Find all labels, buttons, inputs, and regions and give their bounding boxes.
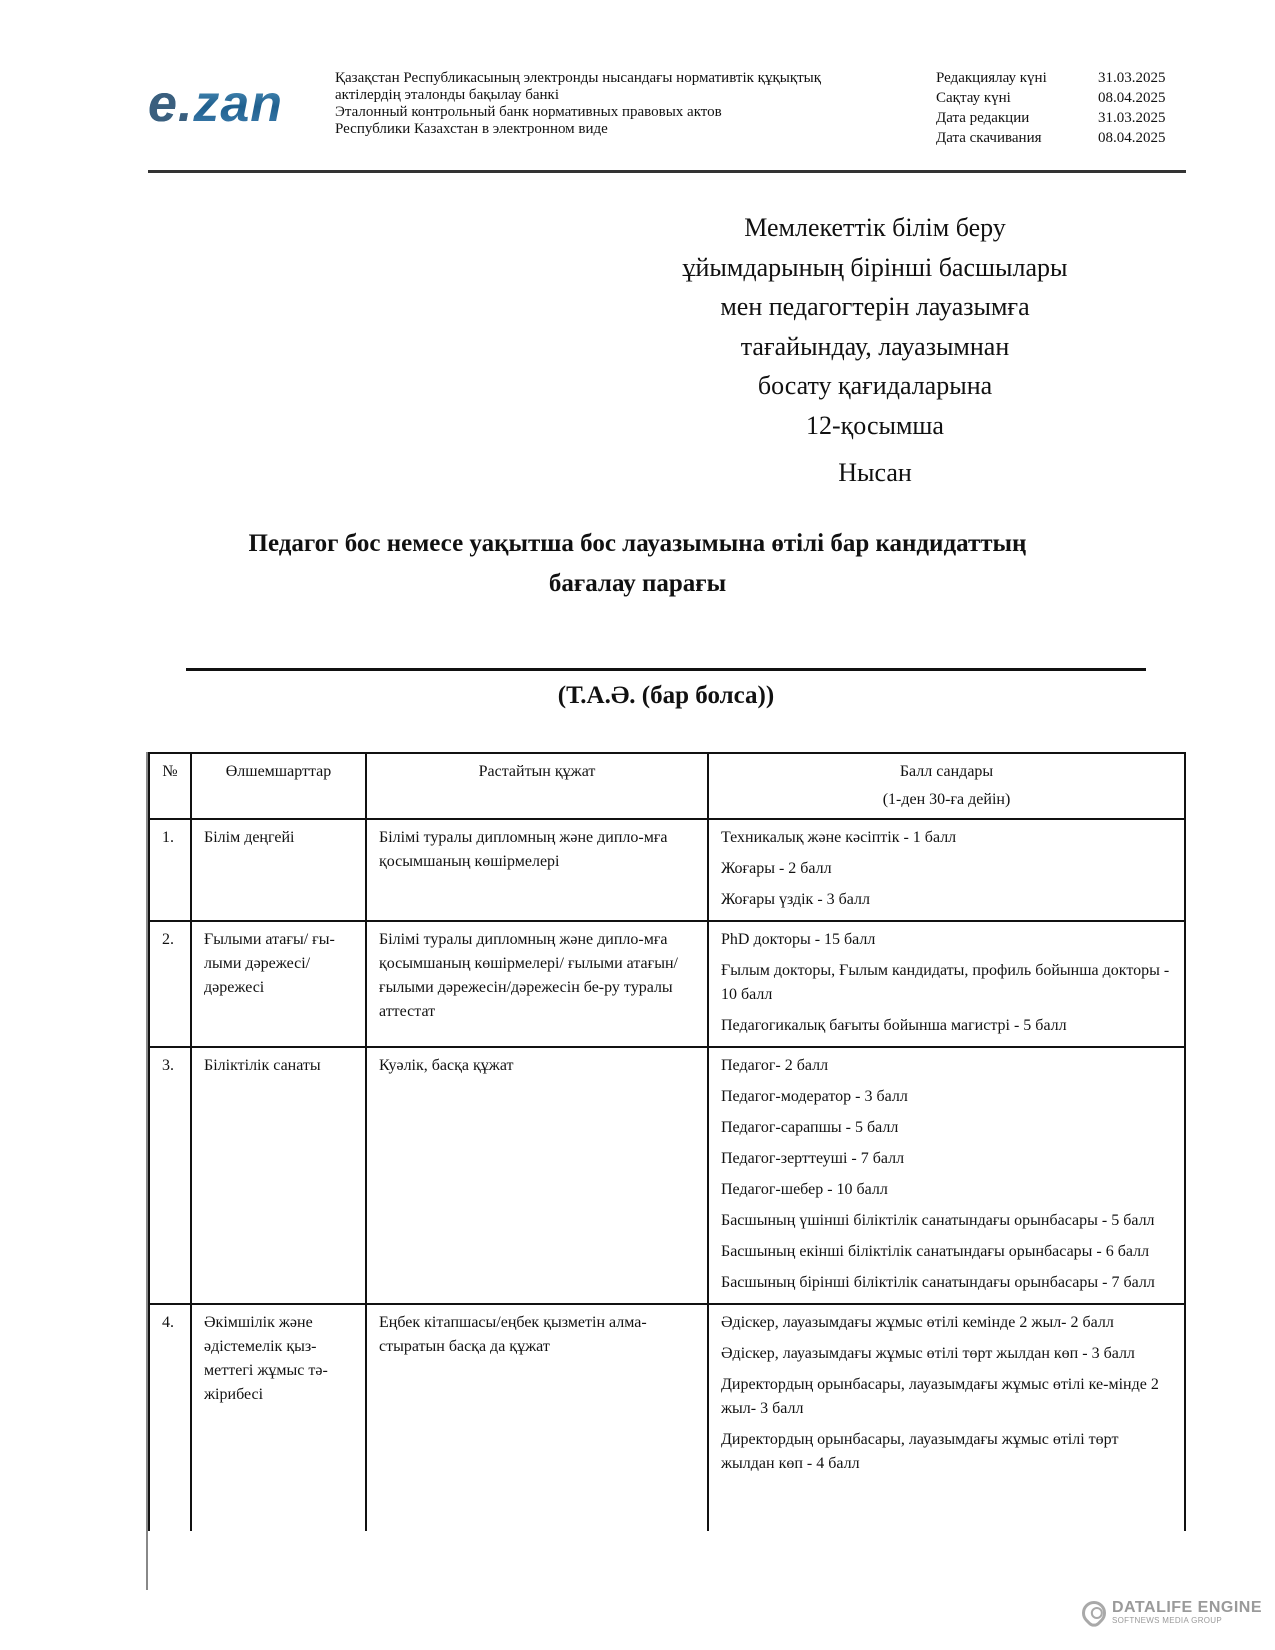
appendix-reference: [620, 208, 1130, 445]
score-item: PhD докторы - 15 балл: [721, 931, 876, 948]
meta-value: 08.04.2025: [1098, 130, 1166, 146]
score-item: Жоғары үздік - 3 балл: [721, 891, 871, 908]
row-num: 1.: [149, 819, 191, 921]
row-num: 2.: [149, 921, 191, 1047]
score-item: Ғылым докторы, Ғылым кандидаты, профиль бойынша докторы - 10 балл: [721, 962, 1170, 1003]
org-line: Республики Казахстан в электронном виде: [335, 121, 608, 137]
ezan-logo: [148, 75, 284, 133]
appendix-line: ұйымдарының бірінші басшылары: [682, 252, 1068, 282]
score-item: Педагог-модератор - 3 балл: [721, 1088, 908, 1105]
row-criteria: Ғылыми атағы/ ғы-лыми дәрежесі/ дәрежесі: [191, 921, 366, 1047]
meta-row: [936, 108, 1178, 128]
datalife-logo-icon: [1077, 1596, 1111, 1630]
header-criteria: Өлшемшарттар: [191, 753, 366, 819]
document-title: [160, 524, 1115, 604]
org-line: актілердің эталонды бақылау банкі: [335, 87, 559, 103]
row-scores: [708, 921, 1185, 1047]
row-document: Білімі туралы дипломның және дипло-мға қосымшаның көшірмелері: [366, 819, 708, 921]
header-num: №: [149, 753, 191, 819]
appendix-line: тағайындау, лауазымнан: [740, 331, 1010, 361]
score-item: Басшының үшінші біліктілік санатындағы орынбасары - 5 балл: [721, 1212, 1155, 1229]
score-item: Жоғары - 2 балл: [721, 860, 832, 877]
row-document: Куәлік, басқа құжат: [366, 1047, 708, 1304]
row-scores: [708, 1047, 1185, 1304]
meta-row: [936, 88, 1178, 108]
meta-value: 08.04.2025: [1098, 90, 1166, 106]
score-item: Әдіскер, лауазымдағы жұмыс өтілі төрт жылдан көп - 3 балл: [721, 1345, 1135, 1362]
document-dates: [936, 68, 1178, 148]
watermark-subtitle: SOFTNEWS MEDIA GROUP: [1112, 1616, 1223, 1625]
table-row: [149, 819, 1185, 921]
score-item: Педагогикалық бағыты бойынша магистрі - 5 балл: [721, 1017, 1067, 1034]
score-item: Педагог-шебер - 10 балл: [721, 1181, 888, 1198]
header-score: [708, 753, 1185, 819]
meta-value: 31.03.2025: [1098, 70, 1166, 86]
score-item: Техникалық және кәсіптік - 1 балл: [721, 829, 957, 846]
row-scores: [708, 1304, 1185, 1531]
meta-row: [936, 128, 1178, 148]
score-item: Педагог- 2 балл: [721, 1057, 829, 1074]
row-document: Еңбек кітапшасы/еңбек қызметін алма-стыратын басқа да құжат: [366, 1304, 708, 1531]
score-item: Әдіскер, лауазымдағы жұмыс өтілі кемінде 2 жыл- 2 балл: [721, 1314, 1114, 1331]
meta-row: [936, 68, 1178, 88]
score-item: Директордың орынбасары, лауазымдағы жұмыс өтілі ке-мінде 2 жыл- 3 балл: [721, 1376, 1159, 1417]
org-line: Эталонный контрольный банк нормативных правовых актов: [335, 104, 722, 120]
table-header-row: [149, 753, 1185, 819]
header-score-range: (1-ден 30-ға дейін): [882, 791, 1011, 808]
table-row: [149, 921, 1185, 1047]
score-item: Директордың орынбасары, лауазымдағы жұмыс өтілі төрт жылдан көп - 4 балл: [721, 1431, 1119, 1472]
meta-label: Дата скачивания: [936, 130, 1042, 146]
logo-suffix: zan: [193, 75, 284, 133]
row-document: Білімі туралы дипломның және дипло-мға қосымшаның көшірмелері/ ғылыми атағын/ ғылыми дәрежесін/дәрежесін бе-ру туралы аттестат: [366, 921, 708, 1047]
appendix-line: босату қағидаларына: [757, 371, 993, 400]
form-label: Нысан: [838, 458, 912, 487]
appendix-line: мен педагогтерін лауазымға: [720, 292, 1030, 321]
title-line: Педагог бос немесе уақытша бос лауазымына өтілі бар кандидаттың: [248, 530, 1027, 557]
title-line: бағалау парағы: [548, 570, 727, 597]
logo-prefix: e.: [148, 75, 194, 133]
name-caption: (Т.А.Ә. (бар болса)): [557, 682, 775, 709]
row-num: 4.: [149, 1304, 191, 1531]
meta-label: Дата редакции: [936, 110, 1030, 126]
organization-description: [335, 70, 895, 138]
appendix-line: 12-қосымша: [806, 410, 944, 440]
header-score-title: Балл сандары: [899, 763, 994, 780]
row-scores: [708, 819, 1185, 921]
row-criteria: Біліктілік санаты: [191, 1047, 366, 1304]
score-item: Басшының екінші біліктілік санатындағы орынбасары - 6 балл: [721, 1243, 1150, 1260]
row-criteria: Әкімшілік және әдістемелік қыз-меттегі жұмыс тә-жірибесі: [191, 1304, 366, 1531]
name-fill-line: [186, 668, 1146, 671]
meta-value: 31.03.2025: [1098, 110, 1166, 126]
org-line: Қазақстан Республикасының электронды нысандағы нормативтік құқықтық: [335, 70, 822, 86]
score-item: Басшының бірінші біліктілік санатындағы орынбасары - 7 балл: [721, 1274, 1155, 1291]
header-divider: [148, 170, 1186, 173]
watermark-title: DATALIFE ENGINE: [1112, 1599, 1263, 1616]
score-item: Педагог-сарапшы - 5 балл: [721, 1119, 899, 1136]
table-row: [149, 1047, 1185, 1304]
row-criteria: Білім деңгейі: [191, 819, 366, 921]
table-row: [149, 1304, 1185, 1531]
meta-label: Сақтау күні: [936, 90, 1011, 106]
watermark-text: [1112, 1600, 1262, 1626]
header-document: Растайтын құжат: [366, 753, 708, 819]
score-item: Педагог-зерттеуші - 7 балл: [721, 1150, 905, 1167]
meta-label: Редакциялау күні: [936, 70, 1047, 86]
datalife-engine-watermark: [1082, 1600, 1262, 1626]
appendix-line: Мемлекеттік білім беру: [744, 213, 1006, 242]
row-num: 3.: [149, 1047, 191, 1304]
evaluation-table: [148, 752, 1186, 1531]
